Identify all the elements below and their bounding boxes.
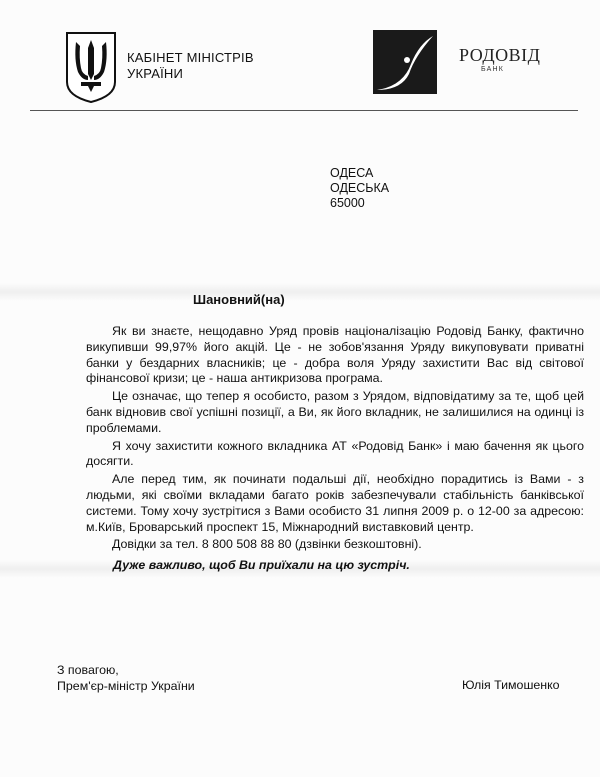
signatory-title: Прем'єр-міністр України <box>57 679 195 693</box>
bank-name: РОДОВІД <box>459 45 541 65</box>
closing-block <box>57 662 195 694</box>
recipient-address <box>330 166 389 211</box>
emphasis-line: Дуже важливо, щоб Ви приїхали на цю зустріч. <box>113 558 410 572</box>
address-line: ОДЕСЬКА <box>330 181 390 195</box>
header-divider <box>30 110 578 111</box>
body-paragraph: Це означає, що тепер я особисто, разом з Урядом, відповідатиму за те, щоб цей банк відновив свої успішні позиції, а Ви, як його вкладник, не залишилися на одинці із проблемами. <box>86 389 584 435</box>
address-line: 65000 <box>330 196 365 210</box>
body-paragraph: Довідки за тел. 8 800 508 88 80 (дзвінки безкоштовні). <box>112 537 422 552</box>
letter-body <box>86 324 584 555</box>
rodovid-bank-logo-icon <box>373 30 437 94</box>
address-line: ОДЕСА <box>330 166 374 180</box>
trident-coat-of-arms-icon <box>64 30 118 104</box>
body-paragraph: Але перед тим, як починати подальші дії, необхідно порадитись із Вами - з людьми, які своїми вкладами багато років забезпечували стабільність банківської системи. Тому хочу зустрітися з Вами особисто 31 липня 2009 р. о 12-00 за адресою: м.Київ, Броварський проспект 15, Міжнародний виставковий центр. <box>86 472 584 534</box>
paper-fold <box>0 283 600 301</box>
bank-subtitle: БАНК <box>481 66 505 73</box>
ministry-name: КАБІНЕТ МІНІСТРІВ УКРАЇНИ <box>127 50 254 81</box>
closing-regards: З повагою, <box>57 663 119 677</box>
salutation: Шановний(на) <box>193 292 285 307</box>
signatory-name: Юлія Тимошенко <box>462 678 560 692</box>
body-paragraph: Як ви знаєте, нещодавно Уряд провів націоналізацію Родовід Банку, фактично викупивши 99,97% його акцій. Це - не зобов'язання Уряду викуповувати приватні банки у бездарних власників; це - добра воля Уряду захистити Вас від світової фінансової кризи; це - наша антикризова програма. <box>86 324 584 386</box>
body-paragraph: Я хочу захистити кожного вкладника АТ «Родовід Банк» і маю бачення як цього досягти. <box>86 438 584 469</box>
